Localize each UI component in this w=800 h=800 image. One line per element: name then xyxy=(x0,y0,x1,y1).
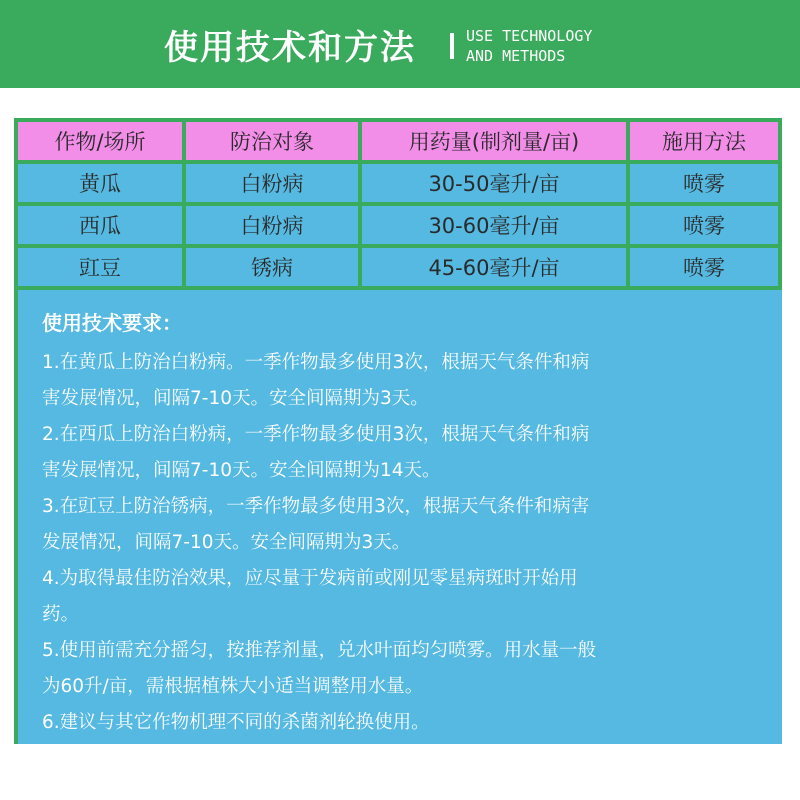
table-cell-crop: 黄瓜 xyxy=(18,164,182,202)
english-subtitle-line1: USE TECHNOLOGY xyxy=(466,27,593,45)
table-cell-crop: 豇豆 xyxy=(18,248,182,286)
requirement-line: 5.使用前需充分摇匀，按推荐剂量，兑水叶面均匀喷雾。用水量一般 xyxy=(42,640,597,661)
requirements-title: 使用技术要求： xyxy=(42,311,182,335)
english-subtitle xyxy=(466,26,592,66)
table-header-method: 施用方法 xyxy=(630,122,778,160)
usage-requirements xyxy=(18,290,782,744)
table-header-crop: 作物/场所 xyxy=(18,122,182,160)
page-title: 使用技术和方法 xyxy=(164,28,416,68)
requirement-line: 发展情况，间隔7-10天。安全间隔期为3天。 xyxy=(42,532,411,553)
requirement-line: 4.为取得最佳防治效果，应尽量于发病前或刚见零星病斑时开始用 xyxy=(42,568,578,589)
table-header-dosage: 用药量(制剂量/亩) xyxy=(362,122,626,160)
table-cell-target: 白粉病 xyxy=(186,164,358,202)
title-divider xyxy=(450,33,454,59)
table-cell-target: 锈病 xyxy=(186,248,358,286)
table-cell-dosage: 30-50毫升/亩 xyxy=(362,164,626,202)
table-cell-dosage: 30-60毫升/亩 xyxy=(362,206,626,244)
table-cell-method: 喷雾 xyxy=(630,248,778,286)
table-header-target: 防治对象 xyxy=(186,122,358,160)
requirement-line: 害发展情况，间隔7-10天。安全间隔期为14天。 xyxy=(42,460,441,481)
requirement-line: 1.在黄瓜上防治白粉病。一季作物最多使用3次，根据天气条件和病 xyxy=(42,352,590,373)
header-banner xyxy=(0,0,800,88)
requirement-line: 2.在西瓜上防治白粉病，一季作物最多使用3次，根据天气条件和病 xyxy=(42,424,590,445)
table-cell-dosage: 45-60毫升/亩 xyxy=(362,248,626,286)
requirement-line: 害发展情况，间隔7-10天。安全间隔期为3天。 xyxy=(42,388,429,409)
english-subtitle-line2: AND METHODS xyxy=(466,47,566,65)
table-cell-crop: 西瓜 xyxy=(18,206,182,244)
table-cell-target: 白粉病 xyxy=(186,206,358,244)
requirement-line: 3.在豇豆上防治锈病，一季作物最多使用3次，根据天气条件和病害 xyxy=(42,496,590,517)
requirement-line: 6.建议与其它作物机理不同的杀菌剂轮换使用。 xyxy=(42,712,430,733)
requirement-line: 药。 xyxy=(42,604,80,625)
table-cell-method: 喷雾 xyxy=(630,206,778,244)
requirement-line: 为60升/亩，需根据植株大小适当调整用水量。 xyxy=(42,676,424,697)
table-cell-method: 喷雾 xyxy=(630,164,778,202)
